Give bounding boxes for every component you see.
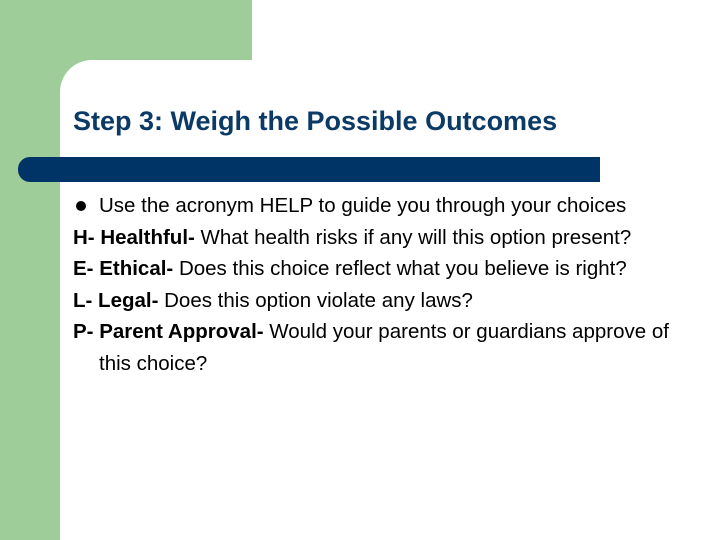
- slide-title: Step 3: Weigh the Possible Outcomes: [73, 106, 558, 136]
- help-description: What health risks if any will this option present?: [194, 225, 632, 249]
- help-term: E- Ethical-: [73, 257, 174, 281]
- help-item-legal: [73, 285, 673, 317]
- help-item-parent-approval: [73, 316, 673, 379]
- help-description: Does this choice reflect what you believe is right?: [173, 257, 627, 281]
- bullet-dot-icon: [76, 201, 86, 211]
- help-description: Would your parents or guardians approve of this choice?: [99, 320, 669, 375]
- help-item-healthful: [73, 222, 673, 254]
- bullet-item-help: [73, 190, 673, 222]
- help-item-ethical: [73, 253, 673, 285]
- help-term: P- Parent Approval-: [73, 320, 264, 344]
- help-description: Does this option violate any laws?: [158, 288, 473, 312]
- slide-content: [73, 190, 673, 380]
- help-term: H- Healthful-: [73, 225, 195, 249]
- bullet-text: Use the acronym HELP to guide you through your choices: [99, 194, 627, 217]
- help-term: L- Legal-: [73, 288, 159, 312]
- title-divider-bar: [18, 157, 600, 182]
